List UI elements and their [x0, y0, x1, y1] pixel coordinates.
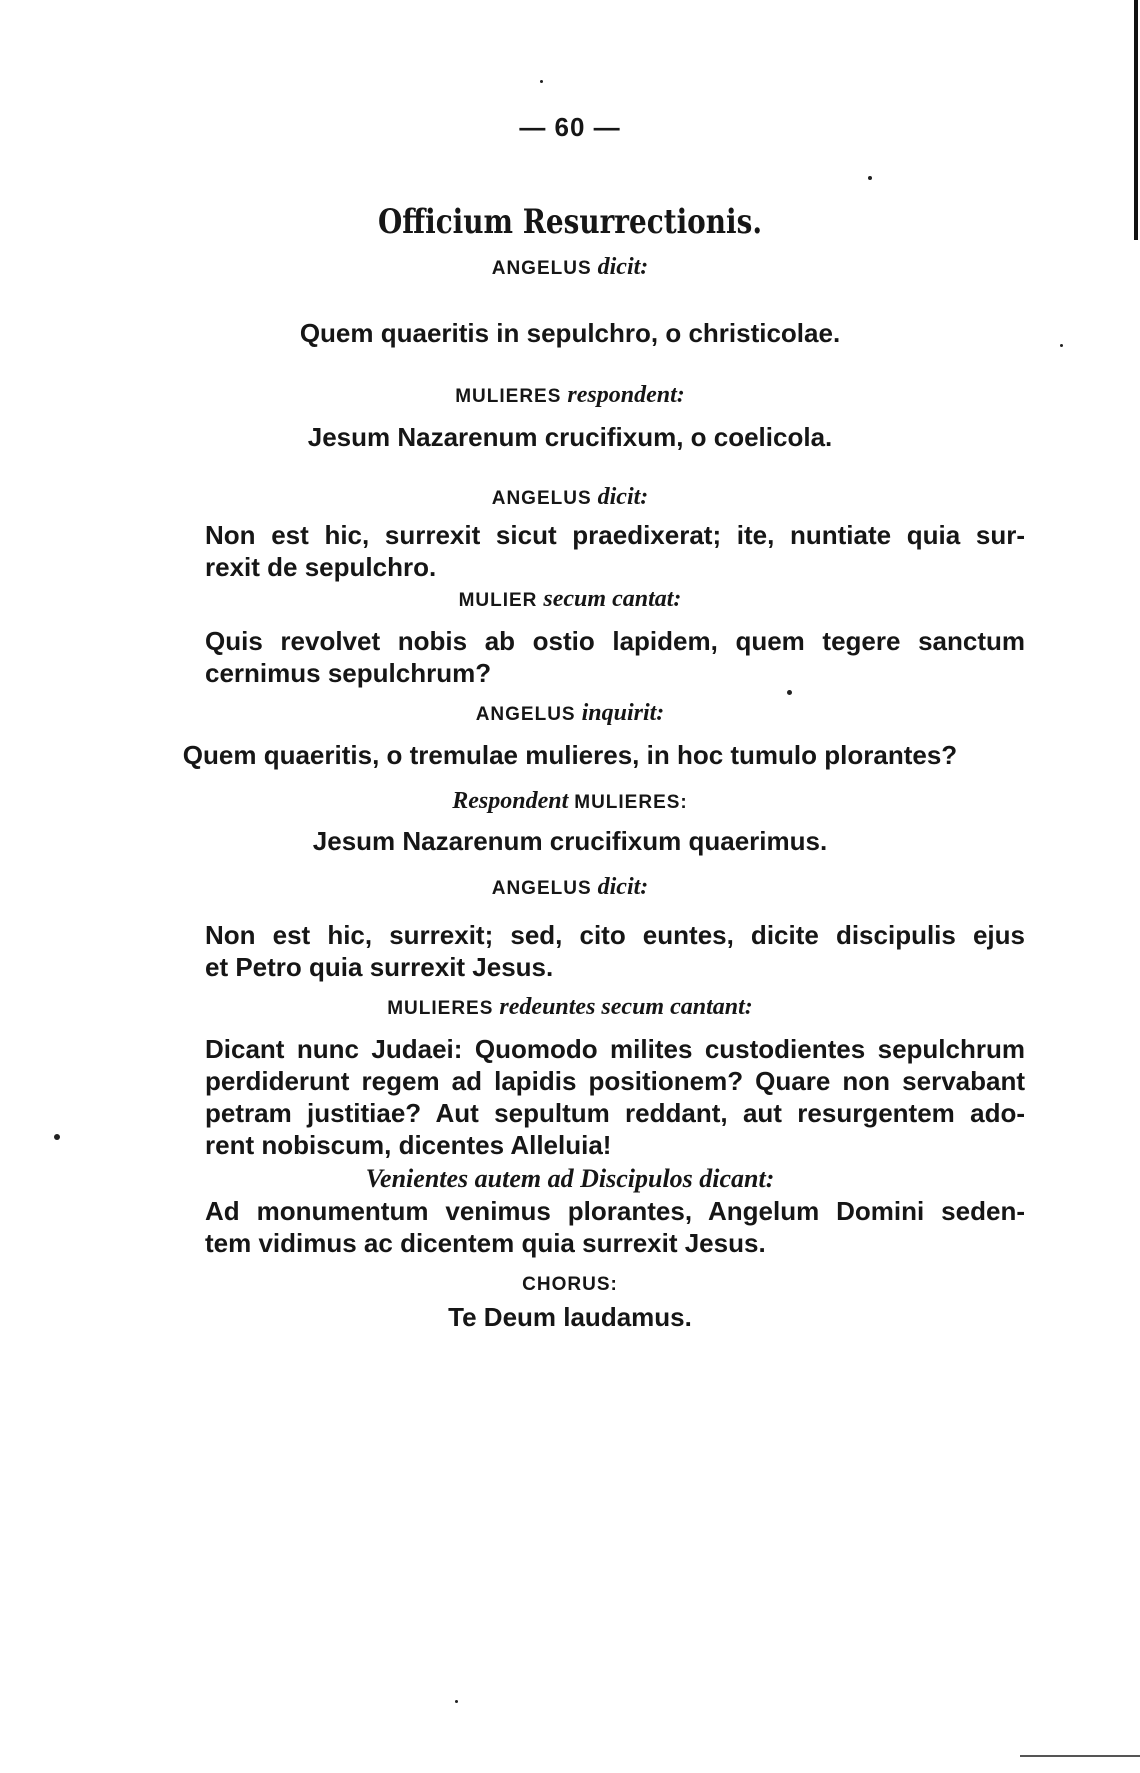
speaker: MULIER: [458, 590, 538, 611]
rubric-angelus-3: [0, 700, 1140, 727]
text-line: cernimus sepulchrum?: [205, 658, 492, 688]
speaker: ANGELUS: [491, 878, 592, 899]
text-line: Quem quaeritis in sepulchro, o christicolae.: [299, 318, 841, 348]
text-line: Jesum Nazarenum crucifixum, o coelicola.: [307, 422, 833, 452]
stage-action: Respondent: [452, 788, 569, 814]
scan-speck: [540, 80, 543, 83]
stage-action: respondent:: [567, 382, 685, 408]
scan-speck: [455, 1700, 458, 1703]
scan-speck: [54, 1134, 60, 1140]
text-line: Quem quaeritis, o tremulae mulieres, in hoc tumulo plorantes?: [182, 740, 958, 770]
text-line: Ad monumentum venimus plorantes, Angelum Domini seden-: [205, 1196, 1025, 1226]
stage-action: secum cantat:: [543, 586, 682, 612]
text-line: tem vidimus ac dicentem quia surrexit Jesus.: [205, 1228, 766, 1258]
stage-action: redeuntes secum cantant:: [499, 994, 753, 1020]
rubric-chorus: [0, 1270, 1140, 1297]
rubric-mulieres-3: [0, 994, 1140, 1021]
stage-action: dicit:: [597, 484, 649, 510]
stage-action: dicit:: [597, 254, 649, 280]
scan-speck: [868, 176, 872, 180]
stage-action: inquirit:: [581, 700, 665, 726]
text-line: petram justitiae? Aut sepultum reddant, aut resurgentem ado-: [205, 1098, 1025, 1128]
rubric-mulier: [0, 586, 1140, 613]
page-title: Officium Resurrectionis.: [377, 202, 763, 242]
page-edge-rule: [1020, 1755, 1140, 1757]
rubric-venientes: Venientes autem ad Discipulos dicant:: [365, 1164, 775, 1193]
text-line: rent nobiscum, dicentes Alleluia!: [205, 1130, 612, 1160]
speaker: MULIERES:: [574, 792, 688, 813]
rubric-mulieres-1: [0, 382, 1140, 409]
speaker: ANGELUS: [475, 704, 576, 725]
text-line: Dicant nunc Judaei: Quomodo milites custodientes sepulchrum: [205, 1034, 1025, 1064]
speaker: MULIERES: [387, 998, 494, 1019]
text-line: perdiderunt regem ad lapidis positionem? Quare non servabant: [205, 1066, 1025, 1096]
rubric-angelus-2: [0, 484, 1140, 511]
speaker: CHORUS:: [522, 1274, 618, 1295]
text-line: Jesum Nazarenum crucifixum quaerimus.: [312, 826, 828, 856]
speaker: ANGELUS: [491, 488, 592, 509]
rubric-angelus-4: [0, 874, 1140, 901]
speaker: MULIERES: [455, 386, 562, 407]
text-line: et Petro quia surrexit Jesus.: [205, 952, 554, 982]
rubric-angelus-1: [0, 254, 1140, 281]
rubric-mulieres-2: [0, 788, 1140, 815]
scan-speck: [787, 690, 792, 695]
text-line: Quis revolvet nobis ab ostio lapidem, quem tegere sanctum: [205, 626, 1025, 656]
stage-action: dicit:: [597, 874, 649, 900]
text-line: Non est hic, surrexit; sed, cito euntes, dicite discipulis ejus: [205, 920, 1025, 950]
speaker: ANGELUS: [491, 258, 592, 279]
page-number: — 60 —: [519, 112, 621, 142]
scan-speck: [1060, 344, 1063, 347]
text-line: rexit de sepulchro.: [205, 552, 437, 582]
text-line: Non est hic, surrexit sicut praedixerat; ite, nuntiate quia sur-: [205, 520, 1025, 550]
text-line: Te Deum laudamus.: [448, 1302, 692, 1332]
